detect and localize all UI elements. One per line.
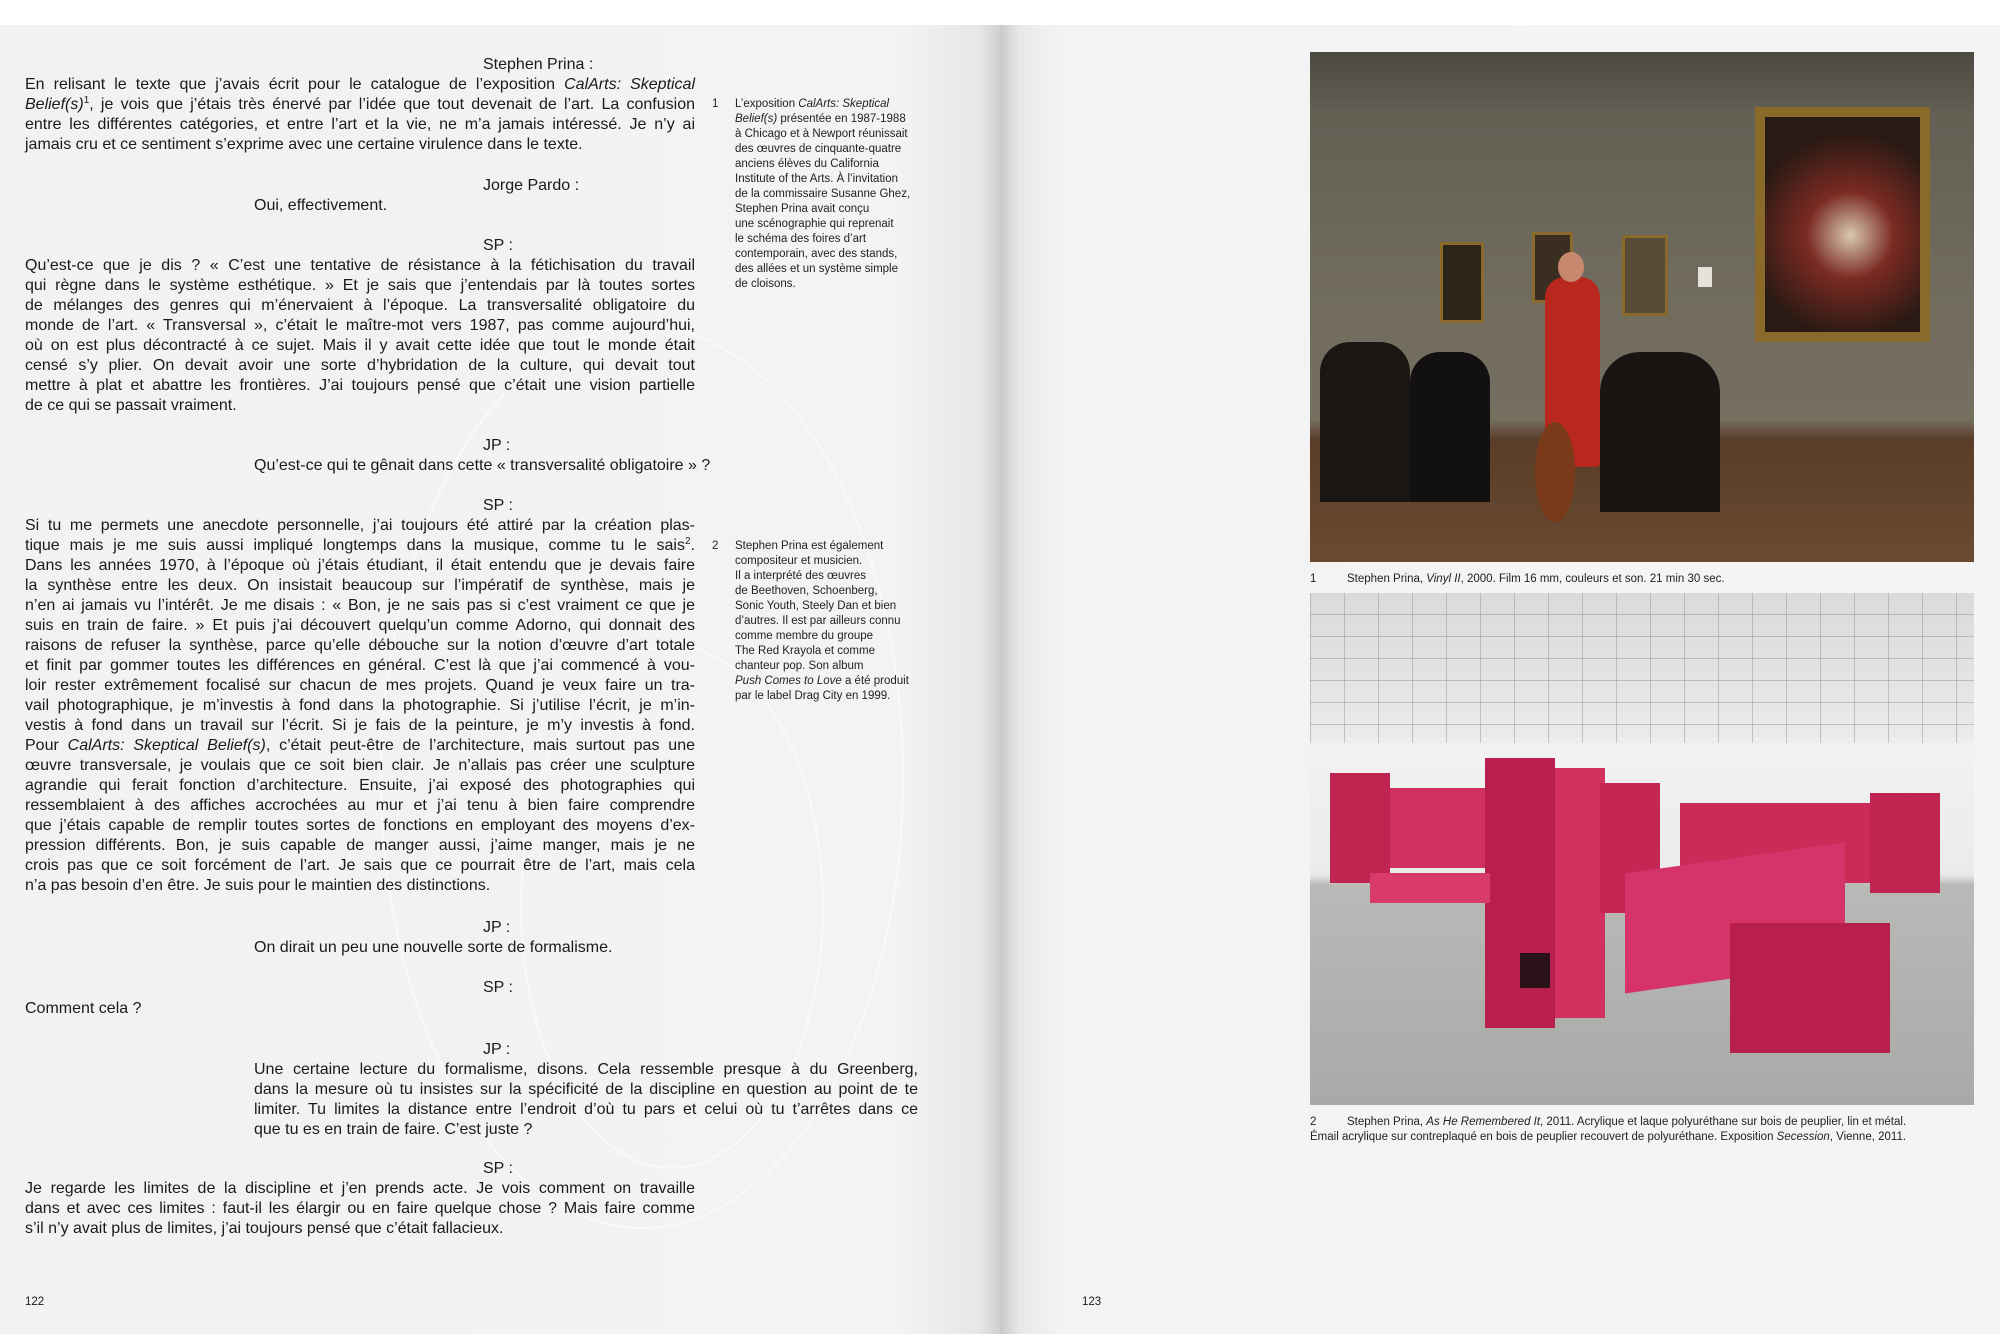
text-line: [25, 776, 695, 796]
text-line: [25, 396, 695, 416]
text-segment: Qu’est-ce qui te gênait dans cette « transversalité obligatoire » ?: [254, 457, 711, 474]
text-segment: CalArts: Skeptical: [798, 98, 890, 110]
text-segment: jamais cru et ce sentiment s’exprime avec une certaine virulence dans le texte.: [25, 136, 583, 153]
text-segment: Secession: [1776, 1131, 1830, 1143]
footnote-ref: 2: [684, 536, 691, 547]
text-segment: CalArts: Skeptical: [564, 76, 695, 93]
text-segment: la synthèse entre les deux. On insistait beaucoup sur l’impératif de synthèse, mais je: [25, 577, 695, 594]
text-segment: Stephen Prina,: [1347, 1116, 1427, 1128]
performer-head: [1558, 252, 1584, 282]
figure-2-photo: [1310, 593, 1974, 1105]
text-line: [25, 876, 695, 896]
text-line: [25, 999, 695, 1019]
pink-desk: [1730, 923, 1890, 1053]
text-segment: de ce qui se passait vraiment.: [25, 397, 237, 414]
text-line: [25, 836, 695, 856]
interviewer-question: [254, 938, 918, 958]
speaker-label: SP :: [483, 497, 513, 514]
text-segment: à Chicago et à Newport réunissait: [735, 128, 908, 140]
text-segment: qui règne dans le système esthétique. » Et je sais que j’entendais par là toutes sortes: [25, 277, 695, 294]
musician: [1320, 342, 1410, 502]
text-segment: d’autres. Il est par ailleurs connu: [735, 615, 901, 627]
text-line: [25, 536, 695, 556]
painting-small: [1622, 235, 1668, 316]
caption-text: [1347, 572, 1725, 587]
text-segment: par le label Drag City en 1999.: [735, 690, 891, 702]
text-line: [735, 247, 935, 262]
text-line: [25, 1219, 695, 1239]
text-line: [25, 276, 695, 296]
text-line: [25, 576, 695, 596]
text-line: [25, 696, 695, 716]
musician: [1410, 352, 1490, 502]
speaker-label: SP :: [483, 979, 513, 996]
text-line: [735, 629, 935, 644]
text-line: [25, 336, 695, 356]
text-line: [735, 217, 935, 232]
text-segment: , Vienne, 2011.: [1829, 1131, 1907, 1143]
text-line: [735, 97, 935, 112]
text-line: [25, 316, 695, 336]
text-segment: le schéma des foires d’art: [735, 233, 867, 245]
text-line: [25, 356, 695, 376]
text-segment: où on est plus décontracté à ce sujet. Mais il y avait cette idée que tout le monde était: [25, 337, 695, 354]
text-segment: agrandie qui ferait fonction d’architecture. Ensuite, j’ai exposé des photographies qui: [25, 777, 695, 794]
text-line: [25, 856, 695, 876]
text-segment: Qu’est-ce que je dis ? « C’est une tentative de résistance à la fétichisation du travail: [25, 257, 695, 274]
figure-1-photo: [1310, 52, 1974, 562]
text-segment: Belief(s): [25, 96, 84, 113]
text-segment: Oui, effectivement.: [254, 197, 388, 214]
text-segment: , 2011. Acrylique et laque polyuréthane sur bois de peuplier, lin et métal.: [1540, 1116, 1907, 1128]
text-line: [735, 584, 935, 599]
text-line: [25, 796, 695, 816]
text-line: [25, 676, 695, 696]
text-segment: des œuvres de cinquante-quatre: [735, 143, 902, 155]
text-segment: Stephen Prina avait conçu: [735, 203, 870, 215]
text-segment: œuvre transversale, je voulais que ce soit bien clair. Je n’allais pas créer une sculpture: [25, 757, 695, 774]
text-segment: Sonic Youth, Steely Dan et bien: [735, 600, 897, 612]
footnote-number: 1: [712, 98, 719, 110]
text-segment: crois pas que ce soit forcément de l’art. Je sais que ce pourrait être de l’art, mais cela: [25, 857, 695, 874]
text-segment: L’exposition: [735, 98, 799, 110]
text-line: [735, 187, 935, 202]
text-segment: Une certaine lecture du formalisme, disons. Cela ressemble presque à du Greenberg,: [254, 1061, 918, 1078]
text-line: [25, 296, 695, 316]
text-line: [25, 656, 695, 676]
text-line: [25, 115, 695, 135]
text-segment: Belief(s): [735, 113, 778, 125]
text-line: [735, 644, 935, 659]
text-segment: Il a interprété des œuvres: [735, 570, 867, 582]
text-segment: une scénographie qui reprenait: [735, 218, 894, 230]
text-segment: , 2000. Film 16 mm, couleurs et son. 21 min 30 sec.: [1460, 573, 1725, 585]
text-segment: Push Comes to Love: [735, 675, 842, 687]
text-segment: Pour: [25, 737, 68, 754]
text-segment: pression différents. Bon, je suis capable de manger aussi, j’aime manger, mais je ne: [25, 837, 695, 854]
text-segment: Stephen Prina est également: [735, 540, 884, 552]
painting-large: [1755, 107, 1930, 342]
text-line: [25, 816, 695, 836]
caption-text: [1310, 1115, 1907, 1145]
text-line: [254, 938, 918, 958]
text-line: [735, 202, 935, 217]
text-segment: raisons de refuser la synthèse, parce qu’elle débouche sur la notion d’œuvre d’art totale: [25, 637, 695, 654]
text-line: [735, 112, 935, 127]
speaker-paragraph: [25, 75, 695, 155]
text-line: [25, 516, 695, 536]
text-line: [25, 716, 695, 736]
text-line: [254, 1100, 918, 1120]
painting-small: [1440, 242, 1484, 323]
text-segment: , c’était peut-être de l’architecture, mais surtout pas une: [265, 737, 695, 754]
text-line: [1347, 572, 1725, 587]
speaker-paragraph: [25, 999, 695, 1019]
speaker-paragraph: [25, 256, 695, 416]
text-line: [735, 539, 935, 554]
footnote-text: [735, 97, 935, 292]
text-line: [735, 277, 935, 292]
text-segment: monde de l’art. « Transversal », c’était le maître-mot vers 1987, pas comme aujourd’hui,: [25, 317, 695, 334]
text-segment: contemporain, avec des stands,: [735, 248, 898, 260]
text-segment: The Red Krayola et comme: [735, 645, 875, 657]
speaker-paragraph: [25, 1179, 695, 1239]
text-line: [25, 756, 695, 776]
cello: [1535, 422, 1575, 522]
pink-structure: [1390, 788, 1500, 868]
footnote-ref: 1: [83, 95, 90, 106]
speaker-label: SP :: [483, 237, 513, 254]
text-segment: On dirait un peu une nouvelle sorte de formalisme.: [254, 939, 613, 956]
text-segment: dans la mesure où tu insistes sur la spécificité de la discipline en question au point de te: [254, 1081, 918, 1098]
text-line: [25, 556, 695, 576]
text-segment: a été produit: [841, 675, 909, 687]
text-segment: de mélanges des genres qui m’énervaient à l’époque. La transversalité obligatoire du: [25, 297, 695, 314]
text-segment: et finit par gommer toutes les différences en général. C’est là que j’ai commencé à vou-: [25, 657, 695, 674]
cabinet-opening: [1520, 953, 1550, 988]
text-line: [25, 256, 695, 276]
text-line: [735, 659, 935, 674]
text-segment: Émail acrylique sur contreplaqué en bois de peuplier recouvert de polyuréthane. Exposition: [1310, 1131, 1777, 1143]
skylight-grid: [1310, 593, 1974, 743]
speaker-label: Stephen Prina :: [483, 56, 594, 73]
speaker-label: JP :: [483, 919, 511, 936]
speaker-label: SP :: [483, 1160, 513, 1177]
text-segment: ressemblaient à des affiches accrochées au mur et j’ai tenu à bien faire comprendre: [25, 797, 695, 814]
text-line: [735, 232, 935, 247]
figure-number: 2: [1310, 1116, 1317, 1128]
text-line: [735, 674, 935, 689]
text-line: [735, 262, 935, 277]
text-segment: entre les différentes catégories, et entre l’art et la vie, ne m’a jamais intéressé. Je n’y ai: [25, 116, 695, 133]
figure-1-caption: [1310, 572, 1725, 587]
text-segment: de la commissaire Susanne Ghez,: [735, 188, 911, 200]
wall-label: [1698, 267, 1712, 287]
text-segment: des allées et un système simple: [735, 263, 898, 275]
speaker-label: JP :: [483, 1041, 511, 1058]
text-segment: vail photographique, je m’investis à fond dans la photographie. Si j’utilise l’écrit, je m’in-: [25, 697, 695, 714]
text-segment: limiter. Tu limites la distance entre l’endroit d’où tu pars et celui où tu t’arrêtes dans ce: [254, 1101, 918, 1118]
text-line: [735, 127, 935, 142]
text-segment: Stephen Prina,: [1347, 573, 1427, 585]
text-segment: n’en ai jamais vu l’intérêt. Je me disais : « Bon, je ne sais pas si c’est vraiment ce que je: [25, 597, 695, 614]
text-segment: As He Remembered It: [1426, 1116, 1541, 1128]
text-segment: Je regarde les limites de la discipline et j’en prends acte. Je vois comment on travaille: [25, 1180, 695, 1197]
text-segment: tique mais je me suis aussi impliqué longtemps dans la musique, comme tu le sais: [25, 537, 685, 554]
text-segment: que tu es en train de faire. C’est juste ?: [254, 1121, 533, 1138]
text-line: [735, 689, 935, 704]
speaker-label: JP :: [483, 437, 511, 454]
text-segment: , je vois que j’étais très énervé par l’idée que tout devenait de l’art. La confusion: [89, 96, 695, 113]
footnote-number: 2: [712, 540, 719, 552]
text-segment: Comment cela ?: [25, 1000, 142, 1017]
text-line: [1310, 1130, 1906, 1145]
figure-2-caption: [1310, 1115, 1906, 1145]
text-segment: suis en train de faire. » Et puis j’ai découvert quelqu’un comme Adorno, qui donnait des: [25, 617, 695, 634]
pink-cabinet: [1555, 768, 1605, 1018]
pink-structure: [1330, 773, 1390, 883]
text-line: [25, 135, 695, 155]
text-line: [25, 736, 695, 756]
text-line: [25, 1179, 695, 1199]
text-segment: Si tu me permets une anecdote personnelle, j’ai toujours été attiré par la création plas-: [25, 517, 695, 534]
text-segment: présentée en 1987-1988: [777, 113, 906, 125]
pink-structure: [1870, 793, 1940, 893]
text-segment: Vinyl II: [1426, 573, 1461, 585]
text-line: [1347, 1115, 1906, 1130]
text-line: [735, 614, 935, 629]
text-segment: mettre à plat et abattre les frontières. J’ai toujours pensé que c’était une vision partielle: [25, 377, 695, 394]
speaker-paragraph: [25, 516, 695, 896]
text-segment: Institute of the Arts. À l’invitation: [735, 173, 898, 185]
interviewer-question: [254, 1060, 918, 1140]
text-line: [25, 376, 695, 396]
wall-shadow: [1310, 52, 1974, 112]
text-segment: de cloisons.: [735, 278, 796, 290]
text-line: [735, 142, 935, 157]
text-segment: de Beethoven, Schoenberg,: [735, 585, 878, 597]
text-segment: anciens élèves du California: [735, 158, 879, 170]
text-line: [25, 1199, 695, 1219]
figure-number: 1: [1310, 573, 1317, 585]
text-segment: s’il n’y avait plus de limites, j’ai toujours pensé que c’était fallacieux.: [25, 1220, 504, 1237]
text-line: [25, 596, 695, 616]
text-segment: chanteur pop. Son album: [735, 660, 864, 672]
page-number-left: 122: [25, 1296, 45, 1308]
text-segment: CalArts: Skeptical Belief(s): [67, 737, 266, 754]
text-line: [25, 616, 695, 636]
text-segment: n’a pas besoin d’en être. Je suis pour le maintien des distinctions.: [25, 877, 491, 894]
text-segment: .: [690, 537, 695, 554]
text-line: [254, 1080, 918, 1100]
interviewer-question: [254, 456, 918, 476]
text-segment: que j’étais capable de remplir toutes sortes de fonctions en employant des moyens d’ex-: [25, 817, 695, 834]
text-segment: Dans les années 1970, à l’époque où j’étais étudiant, il était entendu que je devais faire: [25, 557, 695, 574]
text-line: [254, 1120, 918, 1140]
text-line: [254, 456, 918, 476]
text-segment: dans et avec ces limites : faut-il les élargir ou en faire quelque chose ? Mais faire comme: [25, 1200, 695, 1217]
text-segment: comme membre du groupe: [735, 630, 874, 642]
text-segment: censé s’y plier. On devait avoir une sorte d’hybridation de la culture, qui devait tout: [25, 357, 695, 374]
page-number-right: 123: [1082, 1296, 1102, 1308]
text-line: [735, 554, 935, 569]
text-line: [735, 172, 935, 187]
text-line: [25, 636, 695, 656]
speaker-label: Jorge Pardo :: [483, 177, 580, 194]
text-line: [25, 75, 695, 95]
text-line: [735, 157, 935, 172]
text-segment: compositeur et musicien.: [735, 555, 863, 567]
pink-bench: [1370, 873, 1490, 903]
musician: [1600, 352, 1720, 512]
text-line: [735, 599, 935, 614]
footnote-text: [735, 539, 935, 704]
text-line: [25, 95, 695, 115]
text-segment: loir rester extrêmement focalisé sur chacun de mes projets. Quand je veux faire un tra-: [25, 677, 695, 694]
text-segment: En relisant le texte que j’avais écrit pour le catalogue de l’exposition: [25, 76, 565, 93]
text-line: [735, 569, 935, 584]
text-segment: vestis à fond dans un travail sur l’écrit. Si je fais de la peinture, je m’y investis à fond.: [25, 717, 695, 734]
text-line: [254, 1060, 918, 1080]
